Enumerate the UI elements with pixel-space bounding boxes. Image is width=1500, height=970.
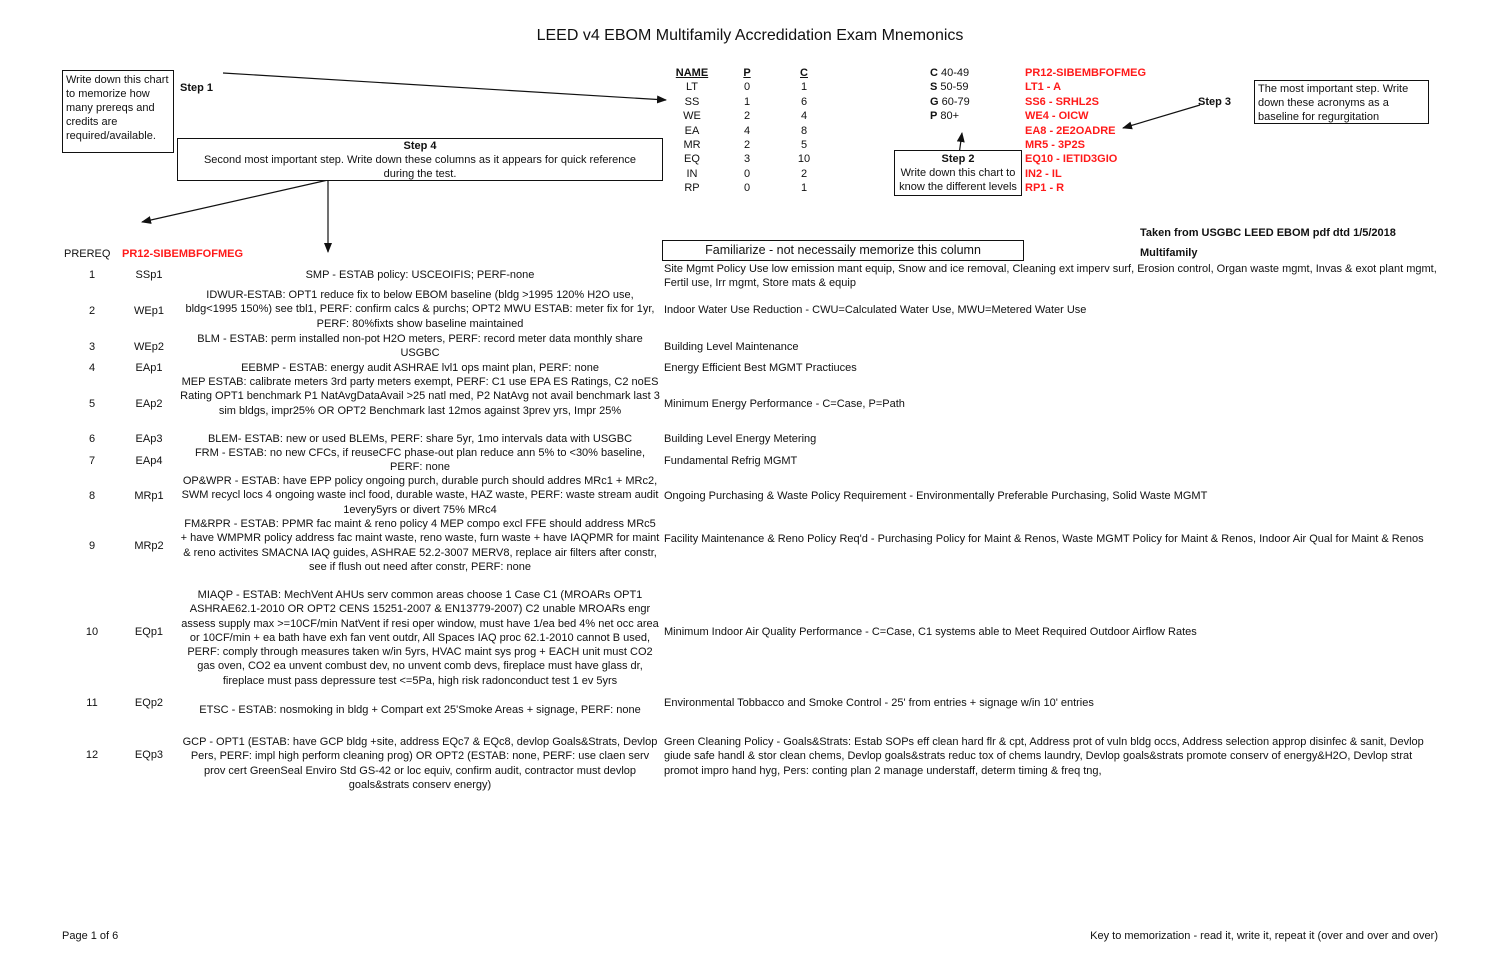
row-desc: BLM - ESTAB: perm installed non-pot H2O meters, PERF: record meter data monthly share USGBC [197,333,643,360]
acronym-item: PR12-SIBEMBFOFMEG [1025,67,1147,79]
row-desc: FM&RPR - ESTAB: PPMR fac maint & reno policy 4 MEP compo excl FFE should address MRc5 + have WMPMR policy address fac maint waste, reno waste, furn waste + have IAQPMR for maint & reno activites SMACNA IAQ guides, ASHRAE 52.2-3007 MERV8, replace air filters after constr, see if flush out need after constr, PERF: none [180,518,660,573]
row-familiarize: Fundamental Refrig MGMT [664,455,798,467]
row-desc: IDWUR-ESTAB: OPT1 reduce fix to below EBOM baseline (bldg >1995 120% H2O use, bldg<1995 150%) see tbl1, PERF: confirm calcs & purchs; OPT2 MWU ESTAB: meter fix for 1yr, PERF: 80%fixts show baseline maintained [185,289,655,330]
note-left-text: Write down this chart to memorize how many prereqs and credits are required/available. [66,74,169,142]
step4-text: Second most important step. Write down these columns as it appears for quick reference during the test. [203,154,637,180]
step2-text: Write down this chart to know the different levels [899,167,1017,193]
row-code: EQp1 [134,626,164,638]
row-desc: FRM - ESTAB: no new CFCs, if reuseCFC phase-out plan reduce ann 5% to <30% baseline, PERF: none [194,447,646,474]
level-range: 50-59 [940,81,969,94]
row-desc: GCP - OPT1 (ESTAB: have GCP bldg +site, address EQc7 & EQc8, devlop Goals&Strats, Devlop Pers, PERF: impl high perform cleaning prog) OR OPT2 (ESTAB: none, PERF: use claen serv prov cert GreenSeal Enviro Std GS-42 or loc equiv, confirm audit, contractor must devlop goals&strats conserv energy) [182,736,658,791]
row-desc: MEP ESTAB: calibrate meters 3rd party meters exempt, PERF: C1 use EPA ES Ratings, C2 noES Rating OPT1 benchmark P1 NatAvgDataAvail >25 natl med, P2 NatAvg not avail benchmark last 3 sim bldgs, impr25% OR OPT2 Benchmark last 12mos against 3prev yrs, Impr 25% [180,376,660,417]
step3-label: Step 3 [1198,96,1232,108]
row-familiarize: Building Level Maintenance [664,341,799,353]
table-row [0,474,1500,518]
row-number: 3 [88,341,96,353]
table-cell: SS [684,95,700,108]
row-code: WEp1 [134,305,164,317]
row-code: EQp2 [134,697,164,709]
row-number: 12 [85,749,99,761]
row-number: 4 [88,362,96,374]
multifamily-label: Multifamily [1140,247,1198,259]
table-cell: EQ [684,153,700,166]
row-familiarize: Building Level Energy Metering [664,433,817,445]
row-desc: MIAQP - ESTAB: MechVent AHUs serv common areas choose 1 Case C1 (MROARs OPT1 ASHRAE62.1-2010 OR OPT2 CENS 15251-2007 & EN13779-2007) C2 unable MROARs engr assess supply max >=10CF/min NatVent if resi oper window, must have 1/ea bed 4% net occ area or 10CF/min + ea bath have exh fan vent outdr, All Spaces IAQ proc 62.1-2010 cannot B used, PERF: comply through measures taken w/in 5yrs, HVAC maint sys prog + EACH unit must CO2 gas oven, CO2 ea unvent combust dev, no unvent comb devs, fireplace must have glass dr, fireplace must pass depressure test <=5Pa, high risk radonconduct test 1 ev 5yrs [181,589,659,687]
row-code: WEp2 [134,341,164,353]
table-row [0,735,1500,795]
acronym-item: EA8 - 2E2OADRE [1025,124,1116,137]
table-cell: 0 [743,81,751,94]
level-key: S [930,81,938,94]
level-range: 80+ [940,110,960,123]
row-familiarize: Ongoing Purchasing & Waste Policy Requirement - Environmentally Preferable Purchasing, Solid Waste MGMT [664,490,1208,502]
row-desc: OP&WPR - ESTAB: have EPP policy ongoing purch, durable purch should addres MRc1 + MRc2, SWM recycl locs 4 ongoing waste incl food, durable waste, HAZ waste, PERF: waste stream audit 1every5yrs or divert 75% MRc4 [181,475,659,516]
prereq-label: PREREQ [64,248,111,260]
familiarize-box [662,240,1024,261]
table-cell: LT [685,81,699,94]
source-note: Taken from USGBC LEED EBOM pdf dtd 1/5/2018 [1140,227,1396,239]
row-number: 1 [88,269,96,281]
row-number: 8 [88,490,96,502]
level-key: P [930,110,938,123]
row-familiarize: Site Mgmt Policy Use low emission mant equip, Snow and ice removal, Cleaning ext imperv surf, Erosion control, Organ waste mgmt, Invas & exot plant mgmt, Fertil use, Irr mgmt, Store mats & equip [664,263,1437,290]
table-row [0,332,1500,360]
table-row [0,696,1500,718]
step4-label: Step 4 [403,140,437,152]
row-desc: ETSC - ESTAB: nosmoking in bldg + Compart ext 25'Smoke Areas + signage, PERF: none [199,704,641,716]
row-code: MRp1 [134,490,164,502]
table-cell: 5 [800,139,808,151]
table-cell: 0 [743,167,751,180]
footer-key: Key to memorization - read it, write it, repeat it (over and over and over) [1090,930,1438,942]
table-cell: MR [683,139,701,151]
table-row [0,517,1500,577]
step2-box [894,150,1022,196]
header-c: C [800,67,808,79]
table-cell: 0 [743,182,751,195]
acronym-item: SS6 - SRHL2S [1025,95,1099,108]
table-cell: IN [686,167,698,180]
row-familiarize: Minimum Indoor Air Quality Performance - C=Case, C1 systems able to Meet Required Outdoor Airflow Rates [664,626,1197,638]
table-cell: 1 [743,95,751,108]
table-row [0,588,1500,688]
row-desc: SMP - ESTAB policy: USCEOIFIS; PERF-none [305,269,535,281]
table-cell: EA [684,124,700,137]
table-row [0,446,1500,474]
prereq-code: PR12-SIBEMBFOFMEG [122,248,244,260]
acronym-item: WE4 - OICW [1025,110,1089,123]
table-row [0,375,1500,433]
step4-box [177,138,663,181]
table-cell: 4 [800,110,808,123]
table-row [0,263,1500,290]
page-number: Page 1 of 6 [62,930,119,942]
row-number: 5 [88,398,96,410]
row-familiarize: Indoor Water Use Reduction - CWU=Calculated Water Use, MWU=Metered Water Use [664,304,1087,316]
table-cell: 2 [743,110,751,123]
row-familiarize: Facility Maintenance & Reno Policy Req'd - Purchasing Policy for Maint & Renos, Waste MGMT Policy for Maint & Renos, Indoor Air Qual for Maint & Renos [664,533,1424,545]
level-range: 40-49 [941,67,970,79]
table-cell: WE [683,110,701,123]
page-title: LEED v4 EBOM Multifamily Accredidation Exam Mnemonics [536,27,964,44]
row-familiarize: Minimum Energy Performance - C=Case, P=Path [664,398,905,410]
level-range: 60-79 [941,95,970,108]
row-desc: BLEM- ESTAB: new or used BLEMs, PERF: share 5yr, 1mo intervals data with USGBC [207,433,633,445]
acronym-item: RP1 - R [1025,182,1065,195]
table-cell: 2 [800,167,808,180]
table-cell: 4 [743,124,751,137]
acronym-item: LT1 - A [1025,81,1062,94]
acronym-list [1025,66,1195,196]
table-cell: 6 [800,95,808,108]
table-cell: 8 [800,124,808,137]
step4-arrow-left [142,180,328,222]
step2-label: Step 2 [941,153,975,165]
levels-list [930,66,1010,124]
table-cell: 1 [800,81,808,94]
acronym-item: EQ10 - IETID3GIO [1025,153,1118,166]
row-familiarize: Environmental Tobbacco and Smoke Control - 25' from entries + signage w/in 10' entries [664,697,1094,709]
level-key: G [930,95,939,108]
acronym-item: IN2 - IL [1025,167,1062,180]
row-code: EAp2 [135,398,163,410]
row-code: SSp1 [135,269,163,281]
header-name: NAME [675,67,709,79]
table-cell: RP [684,182,700,195]
table-cell: 2 [743,139,751,151]
row-number: 9 [88,540,96,552]
row-familiarize: Energy Efficient Best MGMT Practiuces [664,362,857,374]
row-number: 11 [86,697,98,709]
table-row [0,288,1500,332]
row-code: EAp3 [135,433,163,445]
step1-label: Step 1 [180,82,214,94]
header-p: P [743,67,751,79]
row-desc: EEBMP - ESTAB: energy audit ASHRAE lvl1 ops maint plan, PERF: none [241,362,599,374]
step1-arrow [223,73,666,100]
credit-table [664,66,824,196]
row-code: MRp2 [134,540,164,552]
table-cell: 10 [797,153,811,166]
row-number: 10 [85,626,99,638]
level-key: C [930,67,938,79]
table-cell: 3 [743,153,751,166]
row-familiarize: Green Cleaning Policy - Goals&Strats: Estab SOPs eff clean hard flr & cpt, Address prot of vuln bldg occs, Address selection approp disinfec & sanit, Devlop giude safe handl & stor clean chems, Devlop goals&strats reduc tox of chems laundry, Devlop goals&strats promote conserv of energy&H2O, Devlop strat promot impro hand hyg, Pers: conting plan 2 manage understaff, determ timing & freq tng, [664,736,1424,777]
step3-box [1254,80,1429,124]
table-cell: 1 [800,182,808,195]
row-number: 7 [88,455,96,467]
row-number: 6 [88,433,96,445]
note-left-box [62,70,174,153]
step3-text: The most important step. Write down these acronyms as a baseline for regurgitation [1258,83,1409,123]
row-code: EAp4 [135,455,163,467]
row-code: EQp3 [134,749,164,761]
row-number: 2 [88,305,96,317]
row-code: EAp1 [135,362,163,374]
acronym-item: MR5 - 3P2S [1025,139,1085,152]
familiarize-text: Familiarize - not necessaily memorize this column [705,243,981,257]
